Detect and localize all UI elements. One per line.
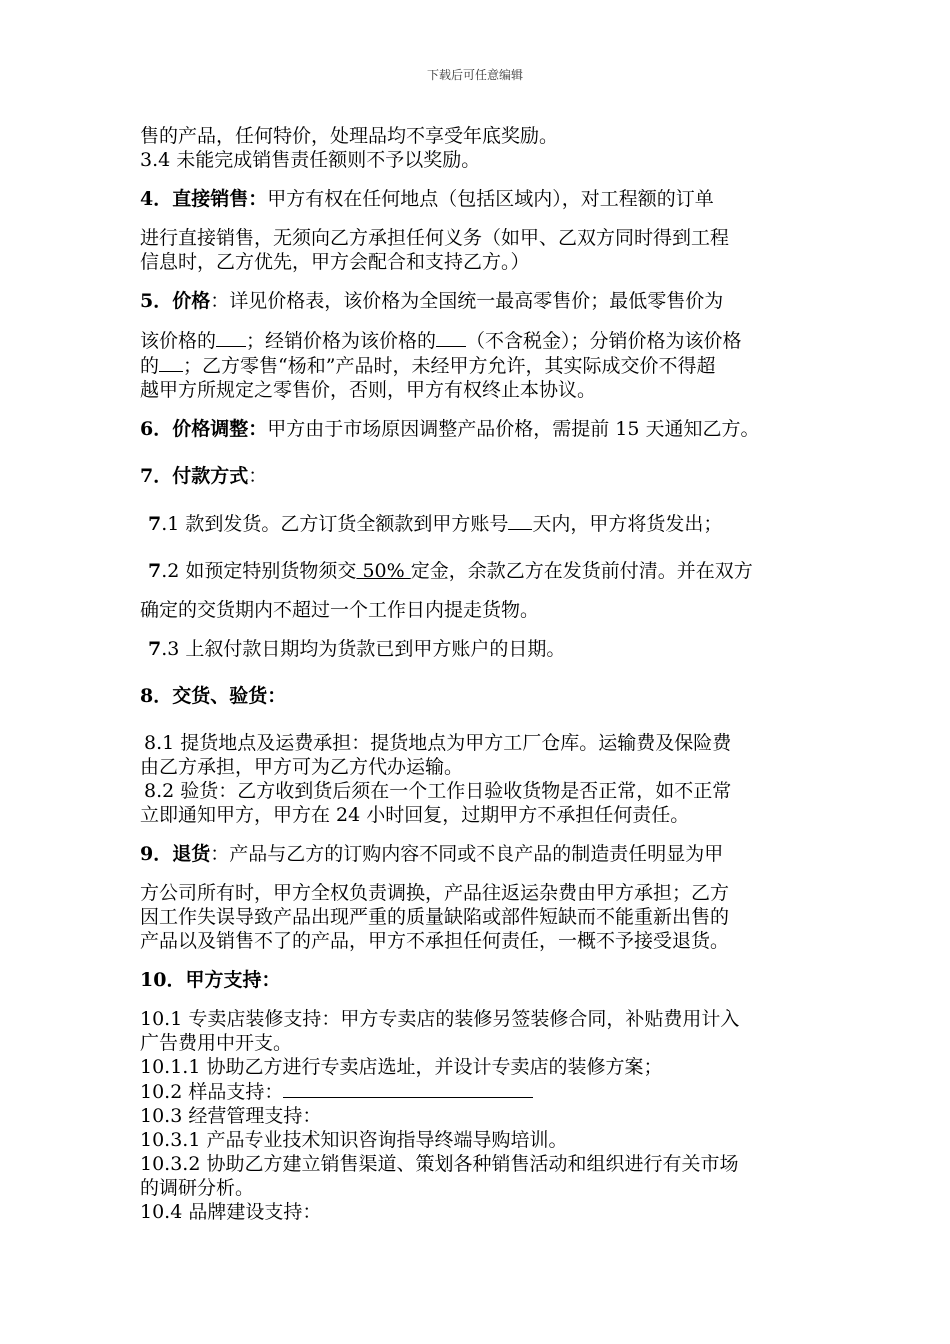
section-6-line xyxy=(140,417,852,441)
text-segment: （不含税金）；分销价格为该价格 xyxy=(466,330,742,352)
document-body xyxy=(140,124,852,1224)
text-segment: ；乙方零售“杨和”产品时，未经甲方允许，其实际成交价不得超 xyxy=(183,355,716,377)
clause-10-3-1: 10.3.1 产品专业技术知识咨询指导终端导购培训。 xyxy=(140,1129,568,1151)
text-segment: .2 如预定特别货物须交 xyxy=(161,560,357,582)
clause-3-4: 3.4 未能完成销售责任额则不予以奖励。 xyxy=(140,149,481,171)
clause-10-3: 10.3 经营管理支持： xyxy=(140,1105,322,1127)
page-header: 下载后可任意编辑 xyxy=(426,68,523,82)
section-9-line xyxy=(140,842,852,866)
text-line: 信息时，乙方优先，甲方会配合和支持乙方。） xyxy=(140,251,530,273)
section-9-heading: 9．退货 xyxy=(140,843,211,865)
text-line: 进行直接销售，无须向乙方承担任何义务（如甲、乙双方同时得到工程 xyxy=(140,227,730,249)
section-6-text: 甲方由于市场原因调整产品价格，需提前 15 天通知乙方。 xyxy=(267,418,760,440)
text-segment: .1 款到发货。乙方订货全额款到甲方账号 xyxy=(161,513,509,535)
text-line: 产品以及销售不了的产品，甲方不承担任何责任，一概不予接受退货。 xyxy=(140,930,730,952)
text-line xyxy=(140,328,852,353)
clause-10-3-2: 10.3.2 协助乙方建立销售渠道、策划各种销售活动和组织进行有关市场 xyxy=(140,1153,739,1175)
text-line xyxy=(140,353,852,378)
text-line: 确定的交货期内不超过一个工作日内提走货物。 xyxy=(140,599,540,621)
clause-7-1 xyxy=(140,511,852,536)
section-7-line xyxy=(140,464,852,488)
section-6-heading: 6．价格调整： xyxy=(140,418,268,440)
text-line: 售的产品，任何特价，处理品均不享受年底奖励。 xyxy=(140,125,559,147)
clause-10-4: 10.4 品牌建设支持： xyxy=(140,1201,322,1223)
text-segment: .3 上叙付款日期均为货款已到甲方账户的日期。 xyxy=(161,638,566,660)
text-line: 越甲方所规定之零售价，否则，甲方有权终止本协议。 xyxy=(140,379,597,401)
section-5-text: ：详见价格表，该价格为全国统一最高零售价；最低零售价为 xyxy=(210,290,724,312)
clause-number: 7 xyxy=(148,513,162,535)
section-4-text: 甲方有权在任何地点（包括区域内），对工程额的订单 xyxy=(267,188,714,210)
section-4-line xyxy=(140,187,852,211)
text-line: 广告费用中开支。 xyxy=(140,1032,293,1054)
text-segment: 该价格的 xyxy=(140,330,217,352)
text-line: 方公司所有时，甲方全权负责调换，产品往返运杂费由甲方承担；乙方 xyxy=(140,882,730,904)
text-line: 立即通知甲方，甲方在 24 小时回复，过期甲方不承担任何责任。 xyxy=(140,804,690,826)
text-segment: 定金，余款乙方在发货前付清。并在双方 xyxy=(410,560,753,582)
text-segment: ： xyxy=(248,465,268,487)
clause-10-1-1: 10.1.1 协助乙方进行专卖店选址，并设计专卖店的装修方案； xyxy=(140,1056,663,1078)
text-segment: ；经销价格为该价格的 xyxy=(246,330,437,352)
text-segment: 10.2 样品支持： xyxy=(140,1081,284,1103)
text-line: 的调研分析。 xyxy=(140,1177,255,1199)
text-segment: 的 xyxy=(140,355,160,377)
clause-8-2: 8.2 验货：乙方收到货后须在一个工作日验收货物是否正常，如不正常 xyxy=(144,780,732,802)
section-7-heading: 7．付款方式 xyxy=(140,465,249,487)
clause-number: 7 xyxy=(148,560,162,582)
text-line: 由乙方承担，甲方可为乙方代办运输。 xyxy=(140,756,464,778)
section-10-heading: 10．甲方支持： xyxy=(140,969,281,991)
clause-10-2 xyxy=(140,1079,852,1104)
section-8-heading: 8．交货、验货： xyxy=(140,685,287,707)
deposit-percent: 50% xyxy=(356,560,411,582)
section-9-text: ：产品与乙方的订购内容不同或不良产品的制造责任明显为甲 xyxy=(210,843,724,865)
clause-8-1: 8.1 提货地点及运费承担：提货地点为甲方工厂仓库。运输费及保险费 xyxy=(144,732,732,754)
clause-10-1: 10.1 专卖店装修支持：甲方专卖店的装修另签装修合同，补贴费用计入 xyxy=(140,1008,740,1030)
section-5-line xyxy=(140,289,852,313)
fill-blank xyxy=(159,353,183,372)
text-segment: 天内，甲方将货发出； xyxy=(532,513,723,535)
fill-blank xyxy=(216,328,246,347)
fill-blank xyxy=(436,328,466,347)
clause-number: 7 xyxy=(148,638,162,660)
fill-blank xyxy=(508,511,532,530)
clause-7-2 xyxy=(140,559,852,583)
section-5-heading: 5．价格 xyxy=(140,290,211,312)
clause-7-3 xyxy=(140,637,852,661)
text-line: 因工作失误导致产品出现严重的质量缺陷或部件短缺而不能重新出售的 xyxy=(140,906,730,928)
fill-line xyxy=(283,1079,533,1098)
section-4-heading: 4．直接销售： xyxy=(140,188,268,210)
